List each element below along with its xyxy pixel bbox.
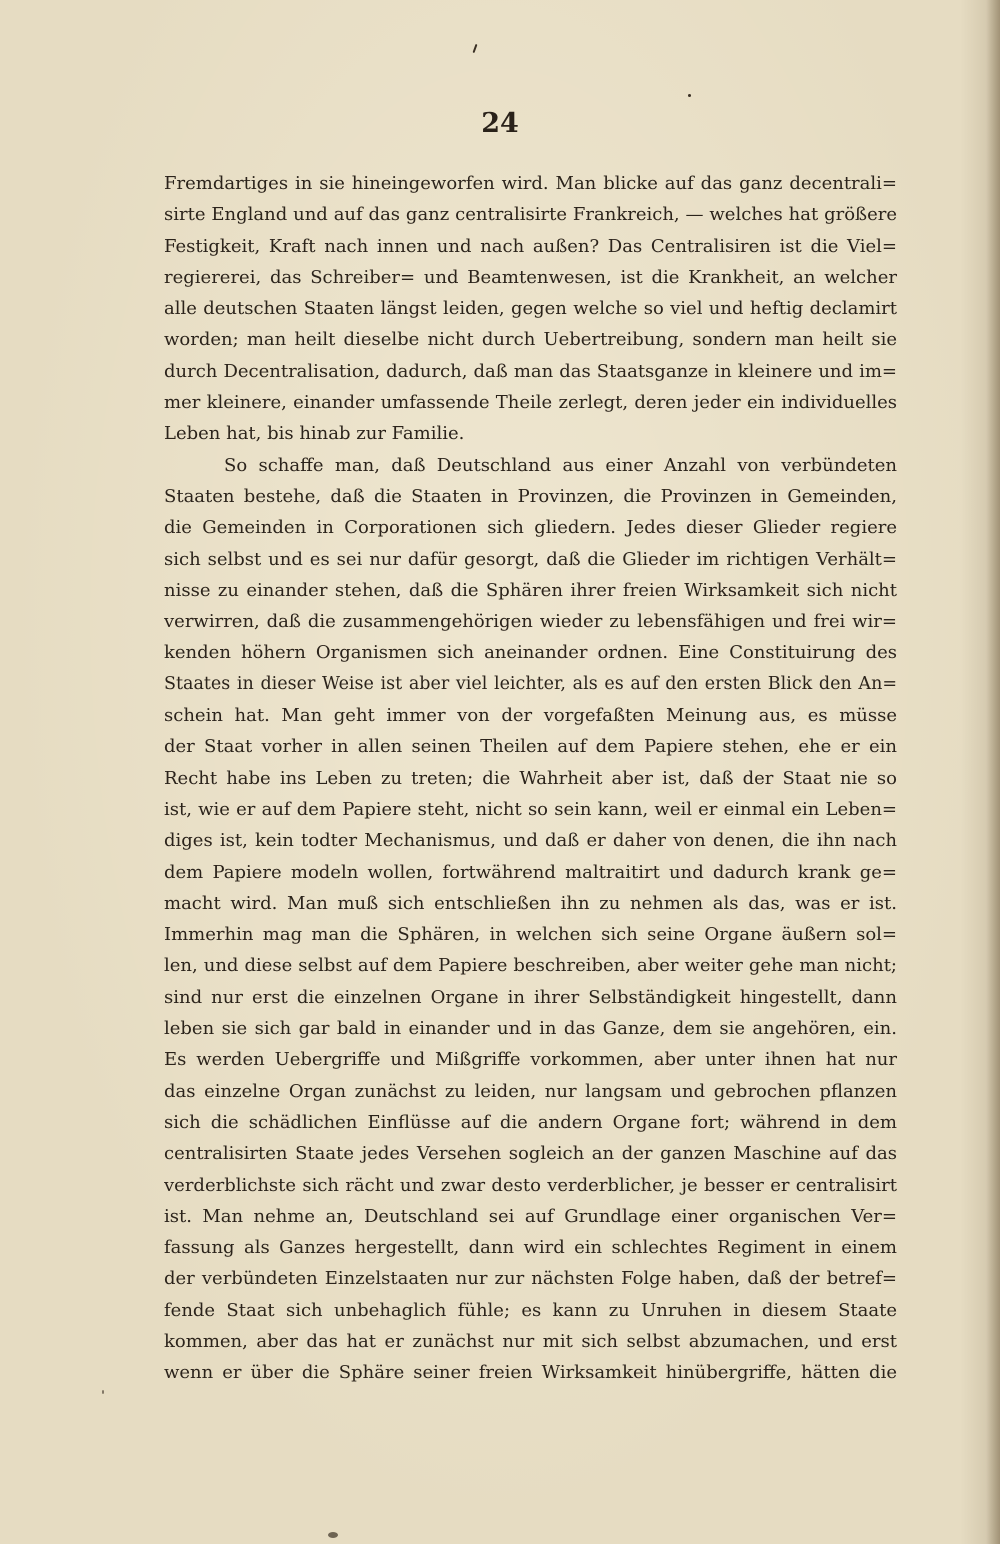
text-line: sind nur erst die einzelnen Organe in ihrer Selbständigkeit hingestellt, dann [164,986,897,1008]
text-line: durch Decentralisation, dadurch, daß man das Staatsganze in kleinere und im= [164,360,897,382]
text-line: mer kleinere, einander umfassende Theile zerlegt, deren jeder ein individuelles [164,392,897,414]
text-line: macht wird. Man muß sich entschließen ihn zu nehmen als das, was er ist. [164,892,897,914]
text-line: worden; man heilt dieselbe nicht durch Uebertreibung, sondern man heilt sie [164,329,897,351]
text-line: leben sie sich gar bald in einander und in das Ganze, dem sie angehören, ein. [164,1018,897,1040]
text-line: verderblichste sich rächt und zwar desto verderblicher, je besser er centralisirt [164,1174,897,1196]
text-line: Staaten bestehe, daß die Staaten in Provinzen, die Provinzen in Gemeinden, [164,485,897,507]
text-line: Recht habe ins Leben zu treten; die Wahrheit aber ist, daß der Staat nie so [164,767,897,789]
text-line: diges ist, kein todter Mechanismus, und daß er daher von denen, die ihn nach [164,830,897,852]
text-line: schein hat. Man geht immer von der vorgefaßten Meinung aus, es müsse [164,705,897,727]
text-line: das einzelne Organ zunächst zu leiden, nur langsam und gebrochen pflanzen [164,1080,897,1102]
paper-speck [328,1532,338,1538]
text-line: Fremdartiges in sie hineingeworfen wird. Man blicke auf das ganz decentrali= [164,173,897,194]
text-line: sich die schädlichen Einflüsse auf die andern Organe fort; während in dem [164,1111,897,1133]
text-line: verwirren, daß die zusammengehörigen wieder zu lebensfähigen und frei wir= [164,611,897,633]
page-number: 24 [481,108,519,139]
text-line: fassung als Ganzes hergestellt, dann wird ein schlechtes Regiment in einem [164,1237,897,1259]
text-line: nisse zu einander stehen, daß die Sphären ihrer freien Wirksamkeit sich nicht [164,579,897,601]
text-line: der verbündeten Einzelstaaten nur zur nächsten Folge haben, daß der betref= [164,1268,897,1290]
text-line: sich selbst und es sei nur dafür gesorgt, daß die Glieder im richtigen Verhält= [164,548,897,570]
text-line: Leben hat, bis hinab zur Familie. [164,423,465,445]
text-line: wenn er über die Sphäre seiner freien Wirksamkeit hinübergriffe, hätten die [164,1362,897,1384]
text-line: ist, wie er auf dem Papiere steht, nicht so sein kann, weil er einmal ein Leben= [164,798,897,820]
text-line: kenden höhern Organismen sich aneinander ordnen. Eine Constituirung des [164,642,897,664]
text-line: der Staat vorher in allen seinen Theilen auf dem Papiere stehen, ehe er ein [164,736,897,758]
text-line: sirte England und auf das ganz centralisirte Frankreich, — welches hat größere [164,204,897,226]
text-line: Immerhin mag man die Sphären, in welchen sich seine Organe äußern sol= [164,924,897,946]
text-line: Staates in dieser Weise ist aber viel leichter, als es auf den ersten Blick den An= [164,673,897,694]
page-edge-shadow [986,0,1000,1544]
paper-speck [688,94,691,97]
paper-speck [473,44,478,53]
text-line: Festigkeit, Kraft nach innen und nach außen? Das Centralisiren ist die Viel= [164,235,897,257]
text-line: ist. Man nehme an, Deutschland sei auf Grundlage einer organischen Ver= [164,1205,897,1227]
text-line: Es werden Uebergriffe und Mißgriffe vorkommen, aber unter ihnen hat nur [164,1049,897,1071]
text-line: centralisirten Staate jedes Versehen sogleich an der ganzen Maschine auf das [164,1143,897,1165]
text-line: die Gemeinden in Corporationen sich gliedern. Jedes dieser Glieder regiere [164,517,897,539]
paper-speck [102,1390,104,1394]
text-line: alle deutschen Staaten längst leiden, gegen welche so viel und heftig declamirt [164,298,897,320]
body-text [164,168,897,1389]
text-line: So schaffe man, daß Deutschland aus einer Anzahl von verbündeten [224,454,897,476]
text-line: regiererei, das Schreiber= und Beamtenwesen, ist die Krankheit, an welcher [164,266,897,288]
text-line: dem Papiere modeln wollen, fortwährend maltraitirt und dadurch krank ge= [164,861,897,883]
text-line: fende Staat sich unbehaglich fühle; es kann zu Unruhen in diesem Staate [164,1299,897,1321]
text-line: kommen, aber das hat er zunächst nur mit sich selbst abzumachen, und erst [164,1330,897,1352]
text-line: len, und diese selbst auf dem Papiere beschreiben, aber weiter gehe man nicht; [164,955,897,977]
